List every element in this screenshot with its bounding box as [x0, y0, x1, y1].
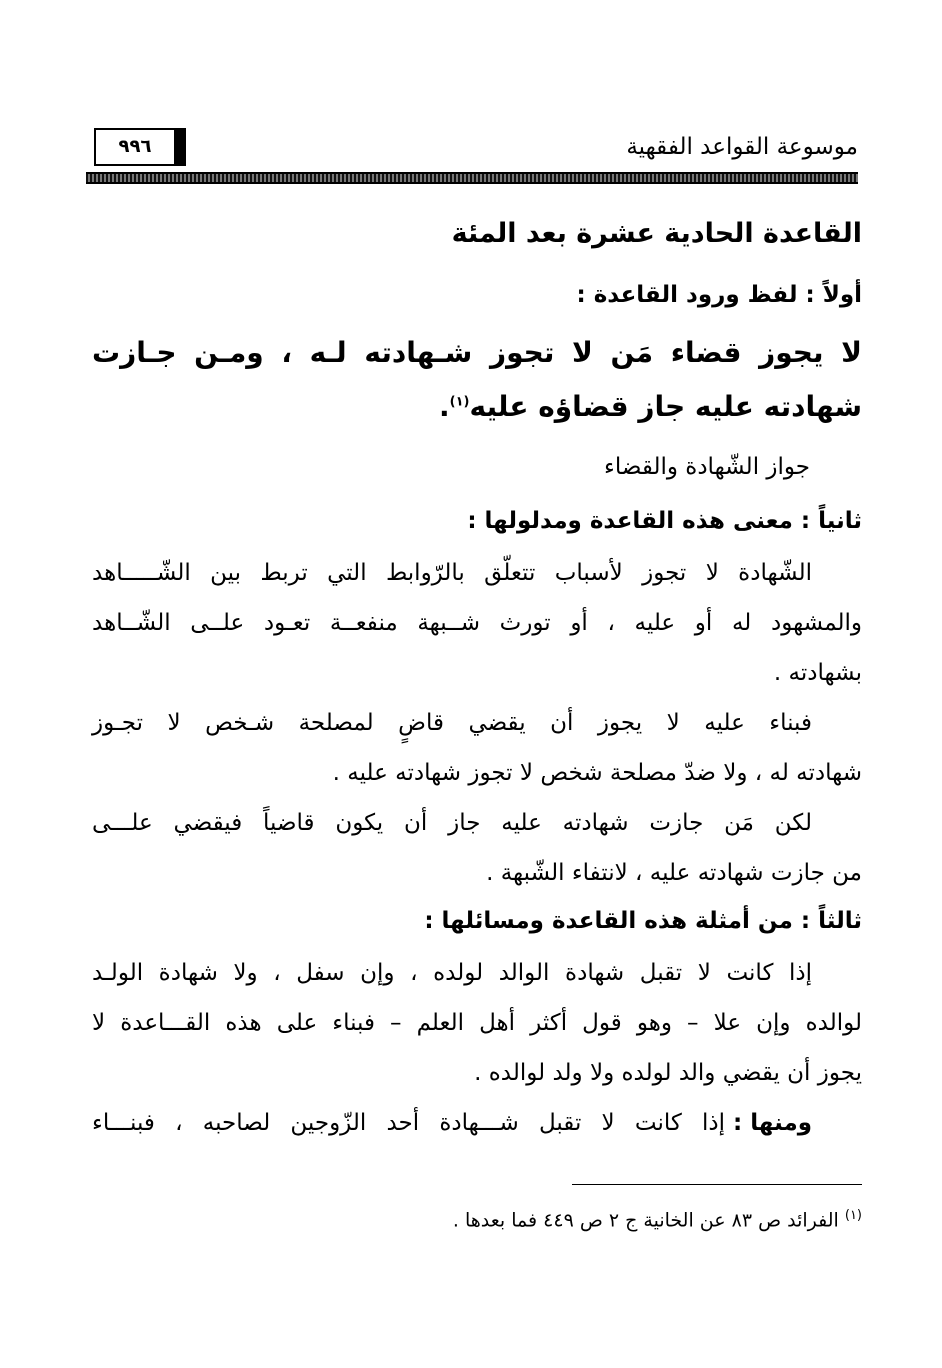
- footnote-ref: (١): [449, 394, 470, 410]
- rule-text-line1: لا يجوز قضاء مَن لا تجوز شـهادته لـه ، ومـن جـازت: [92, 336, 862, 369]
- footnote-separator: [572, 1184, 862, 1185]
- s2-p2-line1: فبناء عليه لا يجوز أن يقضي قاضٍ لمصلحة شـخص لا تجـوز: [92, 710, 812, 736]
- rule-text-line2-body: شهادته عليه جاز قضاؤه عليه: [469, 390, 862, 423]
- page-number: ٩٩٦: [94, 128, 186, 166]
- rule-text-end: .: [439, 390, 450, 423]
- s3-p2-rest: إذا كانت لا تقبل شـــهادة أحد الزّوجين لصاحبه ، فبنـــاء: [92, 1110, 726, 1136]
- section1-heading: أولاً : لفظ ورود القاعدة :: [576, 282, 862, 308]
- s2-p1-line2: والمشهود له أو عليه ، أو تورث شــبهة منفعــة تعـود علــى الشّــاهد: [92, 610, 862, 636]
- s2-p1-line1: الشّهادة لا تجوز لأسباب تتعلّق بالرّوابط التي تربط بين الشّـــــاهد: [92, 560, 812, 586]
- rule-text-line2: [439, 390, 862, 423]
- s2-p1-line3: بشهادته .: [773, 660, 862, 686]
- rule-title: القاعدة الحادية عشرة بعد المئة: [451, 218, 862, 249]
- header-rule: [86, 172, 858, 184]
- s3-p2-lead: ومنها :: [733, 1110, 812, 1136]
- s3-p1-line1: إذا كانت لا تقبل شهادة الوالد لولده ، وإن سفل ، ولا شهادة الولـد: [92, 960, 812, 986]
- section2-heading: ثانياً : معنى هذه القاعدة ومدلولها :: [467, 508, 862, 534]
- s3-p2-line1: [92, 1110, 812, 1136]
- s2-p3-line1: لكن مَن جازت شهادته عليه جاز أن يكون قاضياً فيقضي علـــى: [92, 810, 812, 836]
- footnote-marker: (١): [844, 1208, 862, 1223]
- footnote-text: الفرائد ص ٨٣ عن الخانية ج ٢ ص ٤٤٩ فما بعدها .: [452, 1209, 839, 1232]
- s2-p2-line2: شهادته له ، ولا ضدّ مصلحة شخص لا تجوز شهادته عليه .: [332, 760, 862, 786]
- s3-p1-line3: يجوز أن يقضي والد لولده ولا ولد لوالده .: [474, 1060, 862, 1086]
- s2-p3-line2: من جازت شهادته عليه ، لانتفاء الشّبهة .: [486, 860, 862, 886]
- s3-p1-line2: لوالده وإن علا – وهو قول أكثر أهل العلم – فبناء على هذه القـــاعدة لا: [92, 1010, 862, 1036]
- running-title: موسوعة القواعد الفقهية: [626, 134, 858, 160]
- page-header: [86, 128, 858, 186]
- section3-heading: ثالثاً : من أمثلة هذه القاعدة ومسائلها :: [424, 908, 862, 934]
- footnote: [453, 1208, 862, 1231]
- alt-phrase: جواز الشّهادة والقضاء: [604, 454, 810, 480]
